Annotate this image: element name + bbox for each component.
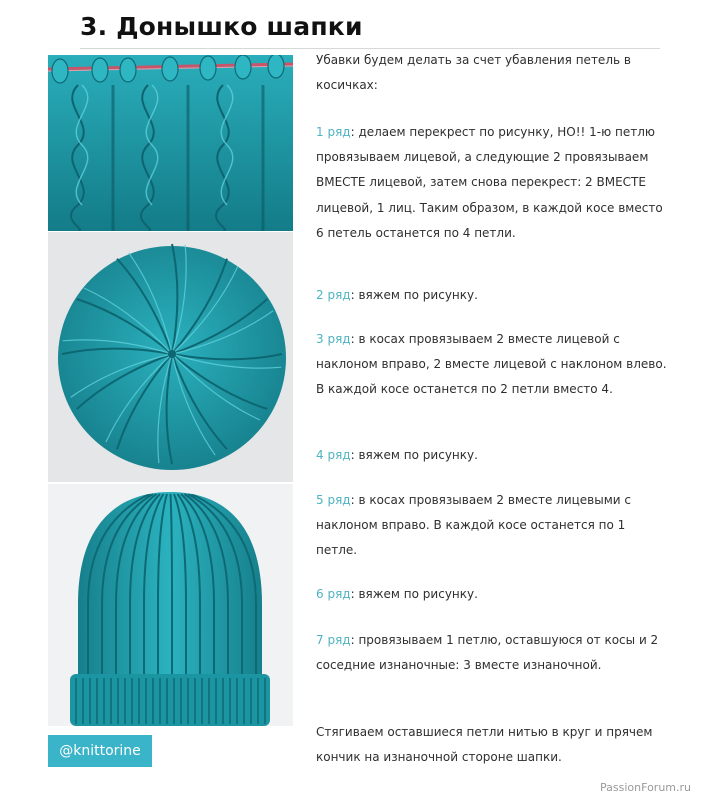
row-2-text: : вяжем по рисунку.: [350, 288, 478, 302]
photo-needles-closeup: [48, 55, 293, 231]
outro-text: Стягиваем оставшиеся петли нитью в круг и прячем кончик на изнаночной стороне шапки.: [316, 725, 653, 765]
author-badge: @knittorine: [48, 735, 152, 767]
row-5-text: : в косах провязываем 2 вместе лицевыми с наклоном вправо. В каждой косе останется по 1 петле.: [316, 493, 631, 558]
row-1-label: 1 ряд: [316, 125, 351, 139]
row-3-text: : в косах провязываем 2 вместе лицевой с наклоном вправо, 2 вместе лицевой с наклоном влево. В каждой косе останется по 2 петли вместо 4.: [316, 332, 667, 397]
row-3-label: 3 ряд: [316, 332, 351, 346]
row-7-text: : провязываем 1 петлю, оставшуюся от косы и 2 соседние изнаночные: 3 вместе изнаночной.: [316, 633, 659, 673]
row-7: [316, 628, 668, 678]
row-7-label: 7 ряд: [316, 633, 351, 647]
page-title: 3. Донышко шапки: [80, 12, 363, 41]
row-2-label: 2 ряд: [316, 288, 351, 302]
row-1: [316, 120, 668, 246]
row-3: [316, 327, 668, 403]
row-4-label: 4 ряд: [316, 448, 351, 462]
row-6-label: 6 ряд: [316, 587, 351, 601]
row-4: [316, 443, 668, 468]
row-2: [316, 283, 668, 308]
row-1-text: : делаем перекрест по рисунку, НО!! 1-ю петлю провязываем лицевой, а следующие 2 провязываем ВМЕСТЕ лицевой, затем снова перекрест: 2 ВМЕСТЕ лицевой, 1 лиц. Таким образом, в каждой косе вместо 6 петель останется по 4 петли.: [316, 125, 663, 240]
row-6: [316, 582, 668, 607]
row-4-text: : вяжем по рисунку.: [350, 448, 478, 462]
photo-ribbed-hat: [48, 484, 293, 726]
watermark: PassionForum.ru: [600, 781, 691, 794]
row-6-text: : вяжем по рисунку.: [350, 587, 478, 601]
intro-text: Убавки будем делать за счет убавления петель в косичках:: [316, 53, 631, 93]
photo-hat-crown: [48, 232, 293, 482]
row-5: [316, 488, 668, 564]
row-5-label: 5 ряд: [316, 493, 351, 507]
